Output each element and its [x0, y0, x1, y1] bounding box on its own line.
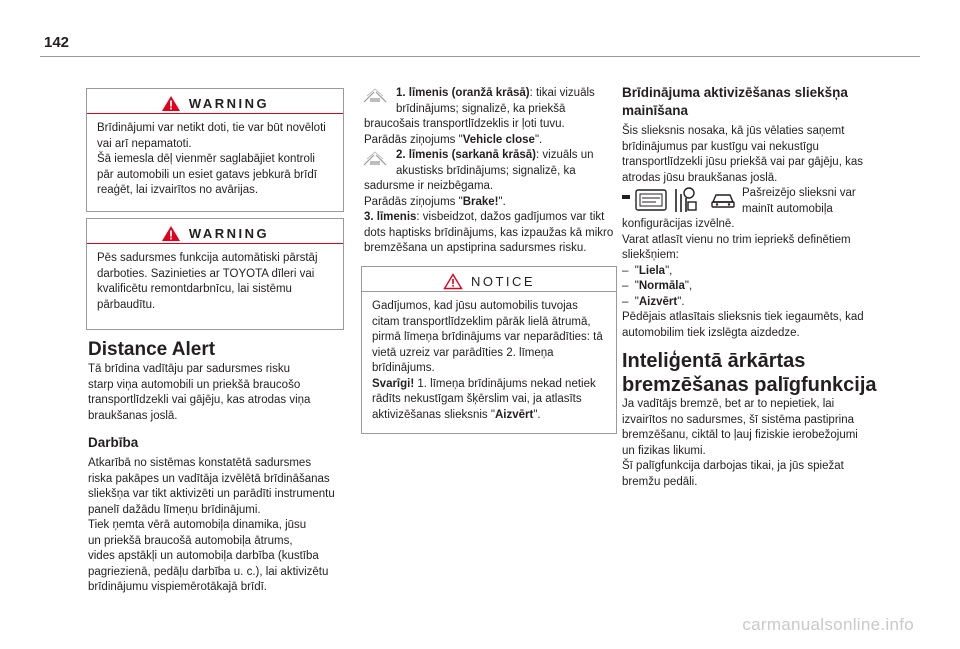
section-heading-distance-alert: Distance Alert [88, 339, 216, 360]
notice-box [361, 266, 617, 434]
notice-rule [362, 291, 616, 292]
car-settings-icon [710, 190, 736, 210]
darbiba-text: Atkarībā no sistēmas konstatētā sadursmes riska pakāpes un vadītāja izvēlētā brīdināšanas sliekšņa var tikt aktivizēti un parādīti instrumentu panelī dažādu līmeņu brīdinājumi. Tiek ņemta vērā automobiļa dinamika, jūsu un priekšā braucošā automobiļa ātrums, vides apstākļi un automobiļa darbība (kustība pagriezienā, pedāļu darbība u. c.), lai aktivizētu brīdinājumu vispiemērotākajā brīdī. [88, 457, 335, 593]
warning-text: Brīdinājumi var netikt doti, tie var būt novēloti vai arī nepamatoti. Šā iemesla dēļ vienmēr saglabājiet kontroli pār automobili un esiet gatavs jebkurā brīdī reaģēt, lai izvairītos no avārijas. [97, 122, 326, 196]
intelligent-braking-text: Ja vadītājs bremzē, bet ar to nepietiek, lai izvairītos no sadursmes, šī sistēma pastiprina bremzēšanu, ciktāl to ļauj fiziskie ierobežojumi un fizikas likumi. Šī palīgfunkcija darbojas tikai, ja jūs spiežat bremžu pedāli. [622, 398, 858, 488]
warning-triangle-icon [161, 95, 181, 112]
warning-title: WARNING [188, 225, 270, 241]
notice-triangle-icon [443, 273, 463, 290]
driving-aids-icon [672, 186, 698, 214]
option-aizvert: – "Aizvērt". [622, 295, 685, 308]
option-normala: – "Normāla", [622, 280, 693, 292]
top-divider [40, 56, 920, 57]
warning-triangle-icon [161, 225, 181, 242]
warning-rule [87, 243, 343, 244]
section-heading-intelligent-braking: Inteliģentā ārkārtas bremzēšanas palīgfunkcija [622, 350, 877, 396]
notice-text: Gadījumos, kad jūsu automobilis tuvojas citam transportlīdzeklim pārāk lielā ātrumā, pirmā līmeņa brīdinājums var neparādīties: tā vietā uzreiz var parādīties 2. līmeņa brīdinājums. Svarīgi! 1. līmeņa brīdinājums nekad netiek rādīts nekustīgam šķērslim vai, ja atlasīts aktivizēšanas slieksnis "Aizvērt". [372, 300, 603, 421]
warning-text: Pēs sadursmes funkcija automātiski pārstāj darboties. Sazinieties ar TOYOTA dīleri vai kvalificētu remontdarbnīcu, lai sistēmu pārbaudītu. [97, 252, 318, 311]
distance-alert-text: Tā brīdina vadītāju par sadursmes risku starp viņa automobili un priekšā braucošo transportlīdzekli vai gājēju, kas atrodas viņa braukšanas joslā. [88, 363, 311, 422]
levels-text: 1. līmenis (oranžā krāsā): tikai vizuāls brīdinājums; signalizē, ka priekšā braucošais transportlīdzeklis ir ļoti tuvu. Parādās ziņojums "Vehicle close". 2. līmenis (sarkanā krāsā): vizuāls un akustisks brīdinājums; signalizē, ka sadursme ir neizbēgama. Parādās ziņojums "Brake!". 3. līmenis: visbeidzot, dažos gadījumos var tikt dots haptisks brīdinājums, kas izpaužas kā mikro bremzēšana un apstiprina sadursmes risku. [364, 87, 614, 254]
threshold-text: Šis slieksnis nosaka, kā jūs vēlaties saņemt brīdinājumus par kustīgu vai nekustīgu transportlīdzekli jūsu priekšā vai par gājēju, kas atrodas jūsu braukšanas joslā. [622, 125, 863, 184]
threshold-config-text: konfigurācijas izvēlnē. Varat atlasīt vienu no trim iepriekš definētiem sliekšņiem: – "Liela", – "Normāla", – "Aizvērt". Pēdējais atlasītais slieksnis tiek iegaumēts, kad automobilim tiek izslēgta aizdedze. [622, 217, 912, 341]
notice-title: NOTICE [470, 273, 536, 289]
page-number: 142 [44, 34, 70, 51]
warning-box-1 [86, 88, 344, 212]
warning-title: WARNING [188, 95, 270, 111]
watermark[interactable]: carmanualsonline.info [742, 615, 914, 634]
warning-rule [87, 113, 343, 114]
option-liela: – "Liela", [622, 264, 673, 277]
touchscreen-menu-icon [622, 187, 668, 213]
subsection-heading-darbiba: Darbība [88, 435, 139, 450]
threshold-icon-text: Pašreizējo slieksni var mainīt automobiļa [742, 187, 856, 215]
warning-box-2 [86, 218, 344, 330]
section-heading-threshold: Brīdinājuma aktivizēšanas sliekšņa mainīšana [622, 85, 848, 118]
